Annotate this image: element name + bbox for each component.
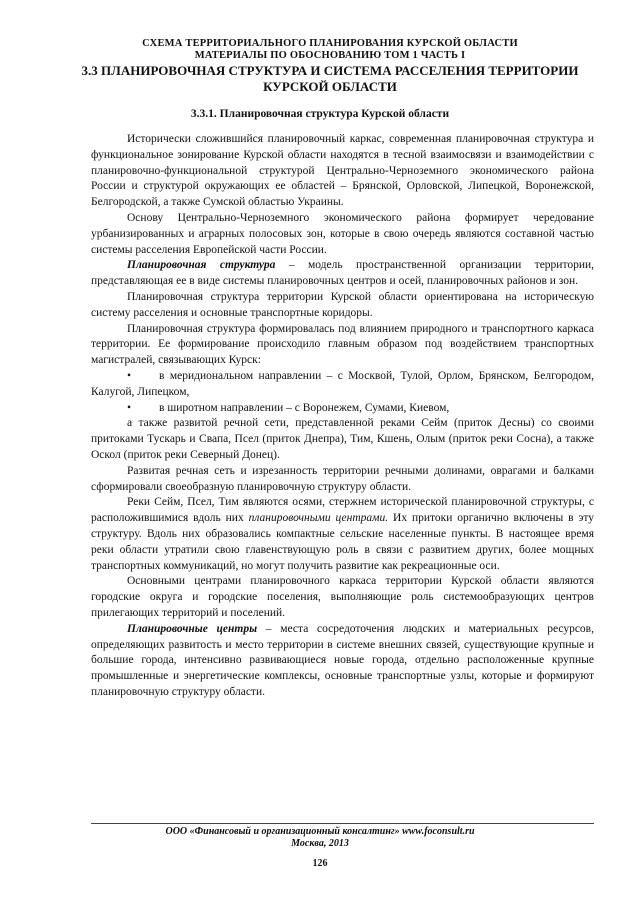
- header-line-1: СХЕМА ТЕРРИТОРИАЛЬНОГО ПЛАНИРОВАНИЯ КУРСКОЙ ОБЛАСТИ: [142, 38, 518, 49]
- footer-company: ООО «Финансовый и организационный консалтинг» www.foconsult.ru: [165, 826, 475, 837]
- paragraph-3: [91, 258, 594, 290]
- paragraph-8: [91, 495, 594, 574]
- paragraph-5: Планировочная структура формировалась под влиянием природного и транспортного каркаса территории. Ее формирование происходило главным образом под воздействием транспортных магистралей, связывающих Курск:: [91, 322, 594, 367]
- term-planning-structure: Планировочная структура: [127, 259, 276, 272]
- paragraph-10-text: – места сосредоточения людских и материальных ресурсов, определяющих развитость и место территории в системе внешних связей, существующие крупные и большие города, интенсивно развивающиеся новые города, отдельно расположенные крупные промышленные и энергетические комплексы, основные транспортные узлы, которые и формируют планировочную структуру области.: [91, 622, 594, 698]
- bullet-item-2-text: в широтном направлении – с Воронежем, Сумами, Киевом,: [159, 401, 450, 414]
- bullet-item-2: [91, 401, 594, 417]
- section-title-cont: КУРСКОЙ ОБЛАСТИ: [263, 79, 397, 94]
- page-number: 126: [312, 858, 328, 869]
- paragraph-1: Исторически сложившийся планировочный каркас, современная планировочная структура и функциональное зонирование Курской области находятся в тесной взаимосвязи и взаимодействии с планировочно-функциональной структурой Центрально-Черноземного экономического района России и структурой окружающих ее областей – Брянской, Орловской, Липецкой, Воронежской, Белгородской, а также Сумской областью Украины.: [91, 133, 594, 209]
- paragraph-8-text-b: Их притоки органично включены в эту структуру. Вдоль них образовались компактные сельские населенные пункты. В настоящее время реки области утратили свою главенствующую роль в связи с развитием других, более мощных транспортных коммуникаций, но могут получить развитие как рекреационные оси.: [91, 512, 594, 572]
- paragraph-6: а также развитой речной сети, представленной реками Сейм (приток Десны) со своими притоками Тускарь и Свапа, Псел (приток Днепра), Тим, Кшень, Олым (приток реки Сосна), а также Оскол (приток реки Северный Донец).: [91, 417, 594, 461]
- body-text: [91, 132, 594, 701]
- page-footer: [0, 826, 640, 850]
- paragraph-8-text-a: Реки Сейм, Псел, Тим являются осями, стержнем исторической планировочной структуры, с расположившимися вдоль них: [91, 496, 594, 525]
- subsection-title: 3.3.1. Планировочная структура Курской области: [190, 108, 450, 120]
- paragraph-10: [91, 622, 594, 701]
- bullet-item-1-text: в меридиональном направлении – с Москвой, Тулой, Орлом, Брянском, Белгородом, Калугой, Липецком,: [91, 369, 594, 398]
- term-planning-centers: Планировочные центры: [127, 622, 258, 635]
- paragraph-2: Основу Центрально-Черноземного экономического района формирует чередование урбанизированных и аграрных полосовых зон, которые в свою очередь являются составной частью системы расселения Европейской части России.: [91, 211, 594, 256]
- bullet-icon: •: [127, 369, 132, 382]
- bullet-icon: •: [127, 401, 132, 414]
- bullet-item-1: [91, 369, 594, 401]
- paragraph-3-text: – модель пространственной организации территории, представляющая ее в виде системы планировочных центров и осей, планировочных районов и зон.: [91, 259, 595, 288]
- paragraph-7: Развитая речная сеть и изрезанность территории речными долинами, оврагами и балками сформировали своеобразную планировочную структуру области.: [91, 464, 594, 493]
- section-title: 3.3 ПЛАНИРОВОЧНАЯ СТРУКТУРА И СИСТЕМА РАССЕЛЕНИЯ ТЕРРИТОРИИ: [81, 63, 579, 78]
- footer-divider: [91, 823, 594, 824]
- paragraph-9: Основными центрами планировочного каркаса территории Курской области являются городские округа и городские поселения, выполняющие роль системообразующих центров прилегающих территорий и поселений.: [91, 575, 594, 619]
- term-planning-centers-italic: планировочными центрами.: [248, 512, 389, 525]
- footer-city-year: Москва, 2013: [291, 838, 349, 849]
- page-header: [60, 38, 600, 94]
- header-line-2: МАТЕРИАЛЫ ПО ОБОСНОВАНИЮ ТОМ 1 ЧАСТЬ I: [194, 50, 466, 61]
- paragraph-4: Планировочная структура территории Курской области ориентирована на историческую систему расселения и основные транспортные коридоры.: [91, 290, 594, 319]
